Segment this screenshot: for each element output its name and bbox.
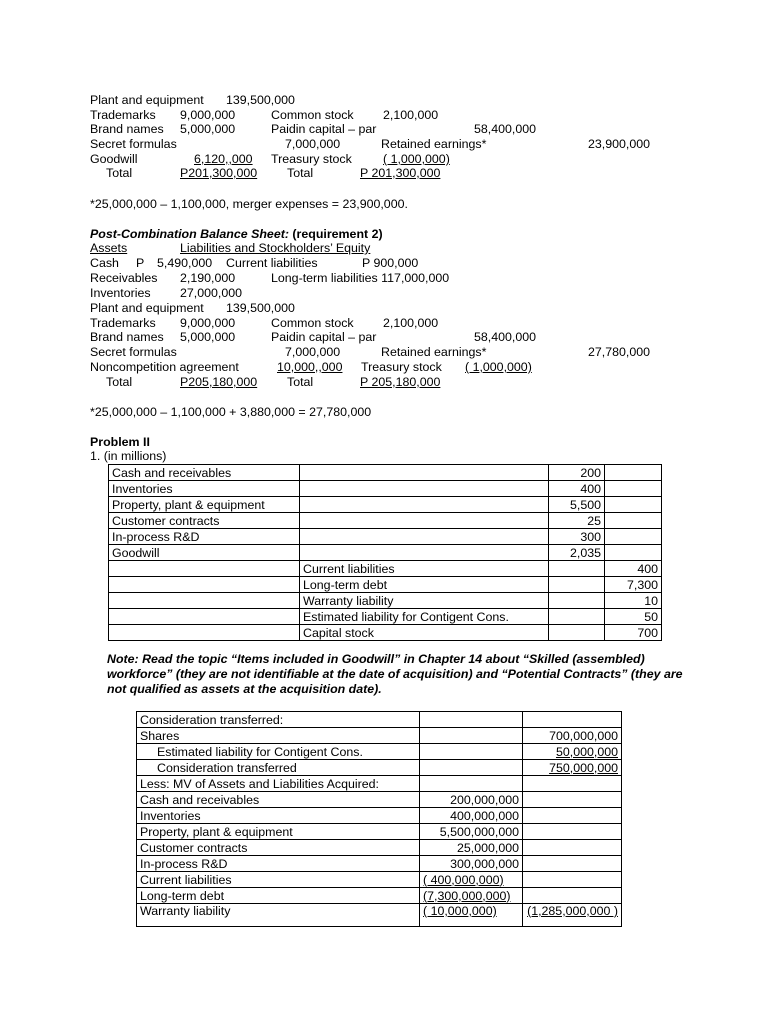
- bs1-trademarks-value: 9,000,000: [180, 108, 236, 122]
- table1-cell: [300, 465, 549, 481]
- bs2-brand-value: 5,000,000: [180, 330, 236, 344]
- table1-cell: [109, 625, 300, 641]
- bs1-trademarks-label: Trademarks: [90, 108, 156, 122]
- bs2-cash-p: P: [136, 256, 145, 270]
- table2-cell: [420, 728, 523, 744]
- table2-cell: [523, 888, 622, 904]
- table1-cell: [109, 577, 300, 593]
- bs2-assets-header: Assets: [90, 241, 128, 255]
- bs1-goodwill-value: 6,120,,000: [194, 152, 253, 166]
- table1-cell: [605, 513, 662, 529]
- table2-row: [137, 808, 622, 824]
- table1-row: [109, 593, 662, 609]
- table2-cell: Less: MV of Assets and Liabilities Acquired:: [137, 776, 420, 792]
- table1-row: [109, 481, 662, 497]
- bs2-total-assets: P205,180,000: [180, 375, 258, 389]
- table1-cell: [300, 481, 549, 497]
- table1-cell: [109, 561, 300, 577]
- table1-cell: [109, 609, 300, 625]
- bs2-ts-label: Treasury stock: [361, 360, 442, 374]
- table2-row: [137, 792, 622, 808]
- table1-cell: Inventories: [109, 481, 300, 497]
- bs1-total-liab: P 201,300,000: [360, 166, 441, 180]
- table2-cell: Consideration transferred:: [137, 712, 420, 728]
- bs2-paidin-label: Paidin capital – par: [271, 330, 377, 344]
- bs2-heading: [90, 227, 383, 241]
- bs2-footnote: *25,000,000 – 1,100,000 + 3,880,000 = 27,780,000: [90, 405, 372, 419]
- table1-cell: [605, 529, 662, 545]
- table2-cell: Long-term debt: [137, 888, 420, 904]
- table1-cell: [549, 561, 605, 577]
- table1-cell: Property, plant & equipment: [109, 497, 300, 513]
- bs1-plant-label: Plant and equipment: [90, 93, 204, 107]
- bs2-re-value: 27,780,000: [588, 345, 651, 359]
- bs2-re-label: Retained earnings*: [381, 345, 487, 359]
- table2-cell: Inventories: [137, 808, 420, 824]
- table2-cell: 750,000,000: [523, 760, 622, 776]
- bs1-secret-value: 7,000,000: [285, 137, 341, 151]
- table1-cell: [300, 529, 549, 545]
- bs2-receivables-label: Receivables: [90, 271, 158, 285]
- goodwill-note: Note: Read the topic “Items included in Goodwill” in Chapter 14 about “Skilled (assembled) workforce” (they are not identifiable at the date of acquisition) and “Potential Contracts” (they are not qualified as assets at the acquisition date).: [107, 652, 683, 696]
- table1-cell: [549, 593, 605, 609]
- table2-cell: Consideration transferred: [137, 760, 420, 776]
- table2-row: [137, 776, 622, 792]
- bs2-receivables-value: 2,190,000: [180, 271, 236, 285]
- bs1-paidin-value: 58,400,000: [474, 122, 537, 136]
- table2-cell: [523, 792, 622, 808]
- table1-cell: Goodwill: [109, 545, 300, 561]
- table1-cell: [109, 593, 300, 609]
- bs2-liab-header: Liabilities and Stockholders’ Equity: [180, 241, 371, 255]
- table1-cell: 25: [549, 513, 605, 529]
- table1-row: [109, 577, 662, 593]
- bs1-total-label: Total: [106, 166, 133, 180]
- table1-row: [109, 625, 662, 641]
- bs2-inventories-label: Inventories: [90, 286, 151, 300]
- table2-cell: 200,000,000: [420, 792, 523, 808]
- table2-row: [137, 904, 622, 927]
- table1-cell: [605, 545, 662, 561]
- table1-cell: 200: [549, 465, 605, 481]
- bs2-curliab-value: P 900,000: [362, 256, 419, 270]
- table1-cell: Estimated liability for Contigent Cons.: [300, 609, 549, 625]
- bs2-secret-label: Secret formulas: [90, 345, 177, 359]
- table2-cell: (7,300,000,000): [420, 888, 523, 904]
- table2-cell: Cash and receivables: [137, 792, 420, 808]
- table2-cell: 400,000,000: [420, 808, 523, 824]
- table2-cell: [523, 776, 622, 792]
- table2-cell: [420, 760, 523, 776]
- table1-row: [109, 529, 662, 545]
- bs2-total-liab: P 205,180,000: [360, 375, 441, 389]
- table2-cell: (1,285,000,000 ): [523, 904, 622, 927]
- table2-row: [137, 840, 622, 856]
- bs2-plant-value: 139,500,000: [226, 301, 295, 315]
- table2-cell: 700,000,000: [523, 728, 622, 744]
- table1-cell: In-process R&D: [109, 529, 300, 545]
- table2-cell: Shares: [137, 728, 420, 744]
- bs1-total-label-2: Total: [287, 166, 314, 180]
- bs2-ltl-text: Long-term liabilities 117,000,000: [271, 271, 450, 285]
- bs1-brand-label: Brand names: [90, 122, 164, 136]
- table1-row: [109, 465, 662, 481]
- table2-cell: [523, 856, 622, 872]
- table2-cell: ( 400,000,000): [420, 872, 523, 888]
- table1-cell: 400: [605, 561, 662, 577]
- table1-cell: 5,500: [549, 497, 605, 513]
- bs2-plant-label: Plant and equipment: [90, 301, 204, 315]
- table1-cell: Capital stock: [300, 625, 549, 641]
- table2-cell: ( 10,000,000): [420, 904, 523, 927]
- bs2-curliab-label: Current liabilities: [226, 256, 318, 270]
- table1-cell: Warranty liability: [300, 593, 549, 609]
- table1-cell: [300, 513, 549, 529]
- table1-row: [109, 609, 662, 625]
- table2-cell: [420, 776, 523, 792]
- table2-cell: [420, 744, 523, 760]
- bs1-common-stock-label: Common stock: [271, 108, 354, 122]
- table2-cell: [523, 808, 622, 824]
- table1-cell: 10: [605, 593, 662, 609]
- table2-row: [137, 760, 622, 776]
- table2-row: [137, 856, 622, 872]
- bs2-nonc-label: Noncompetition agreement: [90, 360, 239, 374]
- problem-title: Problem II: [90, 435, 150, 449]
- bs1-brand-value: 5,000,000: [180, 122, 236, 136]
- table1-cell: [549, 577, 605, 593]
- table2-cell: Warranty liability: [137, 904, 420, 927]
- bs1-total-assets: P201,300,000: [180, 166, 258, 180]
- table2-cell: Property, plant & equipment: [137, 824, 420, 840]
- table1-cell: [605, 465, 662, 481]
- bs2-secret-value: 7,000,000: [285, 345, 341, 359]
- table-in-millions: [108, 464, 662, 641]
- table1-cell: Current liabilities: [300, 561, 549, 577]
- table2-row: [137, 824, 622, 840]
- bs2-heading-italic: Post-Combination Balance Sheet:: [90, 227, 289, 241]
- table1-cell: 7,300: [605, 577, 662, 593]
- bs2-paidin-value: 58,400,000: [474, 330, 537, 344]
- bs2-cs-label: Common stock: [271, 316, 354, 330]
- bs2-trademarks-value: 9,000,000: [180, 316, 236, 330]
- bs1-footnote: *25,000,000 – 1,100,000, merger expenses = 23,900,000.: [90, 197, 408, 211]
- table2-cell: 5,500,000,000: [420, 824, 523, 840]
- table1-cell: [605, 481, 662, 497]
- table2-cell: [523, 824, 622, 840]
- table1-cell: [605, 497, 662, 513]
- table2-row: [137, 872, 622, 888]
- bs1-secret-label: Secret formulas: [90, 137, 177, 151]
- table1-cell: 2,035: [549, 545, 605, 561]
- table2-cell: 50,000,000: [523, 744, 622, 760]
- table2-cell: [523, 872, 622, 888]
- table1-cell: [549, 625, 605, 641]
- table2-cell: In-process R&D: [137, 856, 420, 872]
- table2-row: [137, 744, 622, 760]
- table1-row: [109, 545, 662, 561]
- table1-cell: 700: [605, 625, 662, 641]
- table1-cell: [300, 545, 549, 561]
- bs2-brand-label: Brand names: [90, 330, 164, 344]
- bs1-paidin-label: Paidin capital – par: [271, 122, 377, 136]
- table2-cell: Customer contracts: [137, 840, 420, 856]
- table1-cell: 300: [549, 529, 605, 545]
- table2-cell: [420, 712, 523, 728]
- table2-cell: Current liabilities: [137, 872, 420, 888]
- bs1-common-stock-value: 2,100,000: [383, 108, 439, 122]
- table1-row: [109, 497, 662, 513]
- problem-subtitle: 1. (in millions): [90, 449, 167, 463]
- bs2-cash-label: Cash: [90, 256, 119, 270]
- table1-cell: Long-term debt: [300, 577, 549, 593]
- bs2-cs-value: 2,100,000: [383, 316, 439, 330]
- table2-cell: [523, 712, 622, 728]
- bs2-nonc-value: 10,000,,000: [277, 360, 343, 374]
- table1-cell: [549, 609, 605, 625]
- bs1-plant-value: 139,500,000: [226, 93, 295, 107]
- bs1-goodwill-label: Goodwill: [90, 152, 138, 166]
- table2-row: [137, 728, 622, 744]
- table2-cell: 300,000,000: [420, 856, 523, 872]
- bs2-inventories-value: 27,000,000: [180, 286, 243, 300]
- table2-cell: Estimated liability for Contigent Cons.: [137, 744, 420, 760]
- bs2-total-label-2: Total: [287, 375, 314, 389]
- bs2-total-label: Total: [106, 375, 133, 389]
- bs2-cash-value: 5,490,000: [157, 256, 213, 270]
- table2-row: [137, 888, 622, 904]
- table2-cell: [523, 840, 622, 856]
- bs1-treasury-label: Treasury stock: [271, 152, 352, 166]
- bs1-treasury-value: ( 1,000,000): [383, 152, 450, 166]
- bs2-heading-rest: (requirement 2): [288, 227, 383, 241]
- bs1-retained-label: Retained earnings*: [381, 137, 487, 151]
- table1-row: [109, 561, 662, 577]
- table-consideration: [136, 711, 622, 927]
- bs2-trademarks-label: Trademarks: [90, 316, 156, 330]
- table1-cell: 400: [549, 481, 605, 497]
- table1-row: [109, 513, 662, 529]
- table1-cell: Customer contracts: [109, 513, 300, 529]
- table1-cell: 50: [605, 609, 662, 625]
- bs2-ts-value: ( 1,000,000): [465, 360, 532, 374]
- table1-cell: [300, 497, 549, 513]
- table1-cell: Cash and receivables: [109, 465, 300, 481]
- table2-row: [137, 712, 622, 728]
- bs1-retained-value: 23,900,000: [588, 137, 651, 151]
- table2-cell: 25,000,000: [420, 840, 523, 856]
